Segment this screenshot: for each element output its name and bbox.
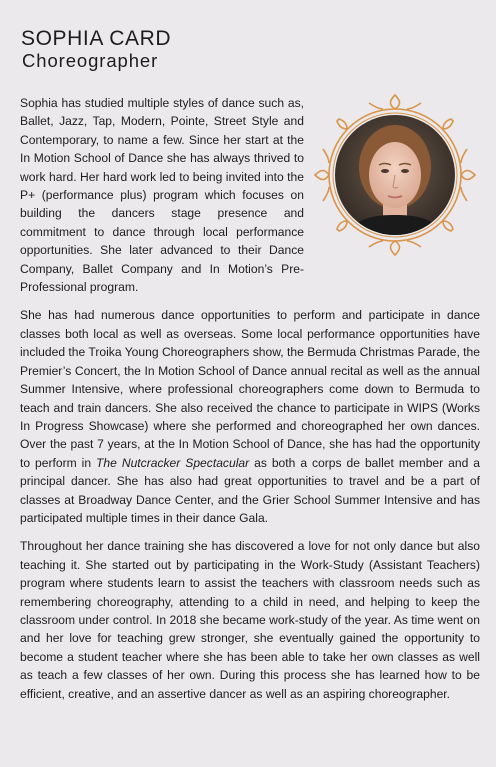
bio-paragraph-2 [20, 306, 480, 527]
portrait-spacer [310, 94, 483, 262]
bio-paragraph-2-text-a: She has had numerous dance opportunities to perform and participate in dance classes both local as well as overseas. Some local performance opportunities have included the Troika Young Choreographers show, the Bermuda Christmas Parade, the Premier’s Concert, the In Motion School of Dance annual recital as well as the annual Summer Intensive, where professional choreographers come down to Bermuda to teach and train dancers. She also received the chance to participate in WIPS (Works In Progress Showcase) where she performed and choreographed her own dances. Over the past 7 years, at the In Motion School of Dance, she has had the opportunity to perform in [20, 308, 480, 470]
bio-paragraph-2-text-b: as both a corps de ballet member and a principal dancer. She has also had great opportunities to travel and be a part of classes at Broadway Dance Center, and the Grier School Summer Intensive and has participated multiple times in their dance Gala. [20, 455, 480, 525]
person-role: Choreographer [22, 50, 159, 71]
bio-paragraph-1-text: Sophia has studied multiple styles of dance such as, Ballet, Jazz, Tap, Modern, Pointe, Street Style and Contemporary, to name a few. Since her start at the In Motion School of Dance she has always thrived to work hard. Her hard work led to being invited into the P+ (performance plus) program which focuses on building the dancers stage presence and commitment to dance through local performance opportunities. She later advanced to their Dance Company, Ballet Company and In Motion’s Pre-Professional program. [20, 96, 304, 295]
bio-text [20, 94, 480, 713]
bio-paragraph-3: Throughout her dance training she has discovered a love for not only dance but also teaching it. She started out by participating in the Work-Study (Assistant Teachers) program where students learn to assist the teachers with classroom needs such as remembering choreography, attending to a child in need, and helping to keep the classroom under control. In 2018 she became work-study of the year. As time went on and her love for teaching grew stronger, she eventually gained the opportunity to become a student teacher where she has been able to take her own classes as well as teach a few classes of her own. During this process she has learned how to be efficient, creative, and an assertive dancer as well as an aspiring choreographer. [20, 539, 480, 701]
person-name: SOPHIA CARD [21, 27, 172, 50]
bio-paragraph-1 [20, 94, 480, 296]
production-title: The Nutcracker Spectacular [96, 455, 250, 470]
